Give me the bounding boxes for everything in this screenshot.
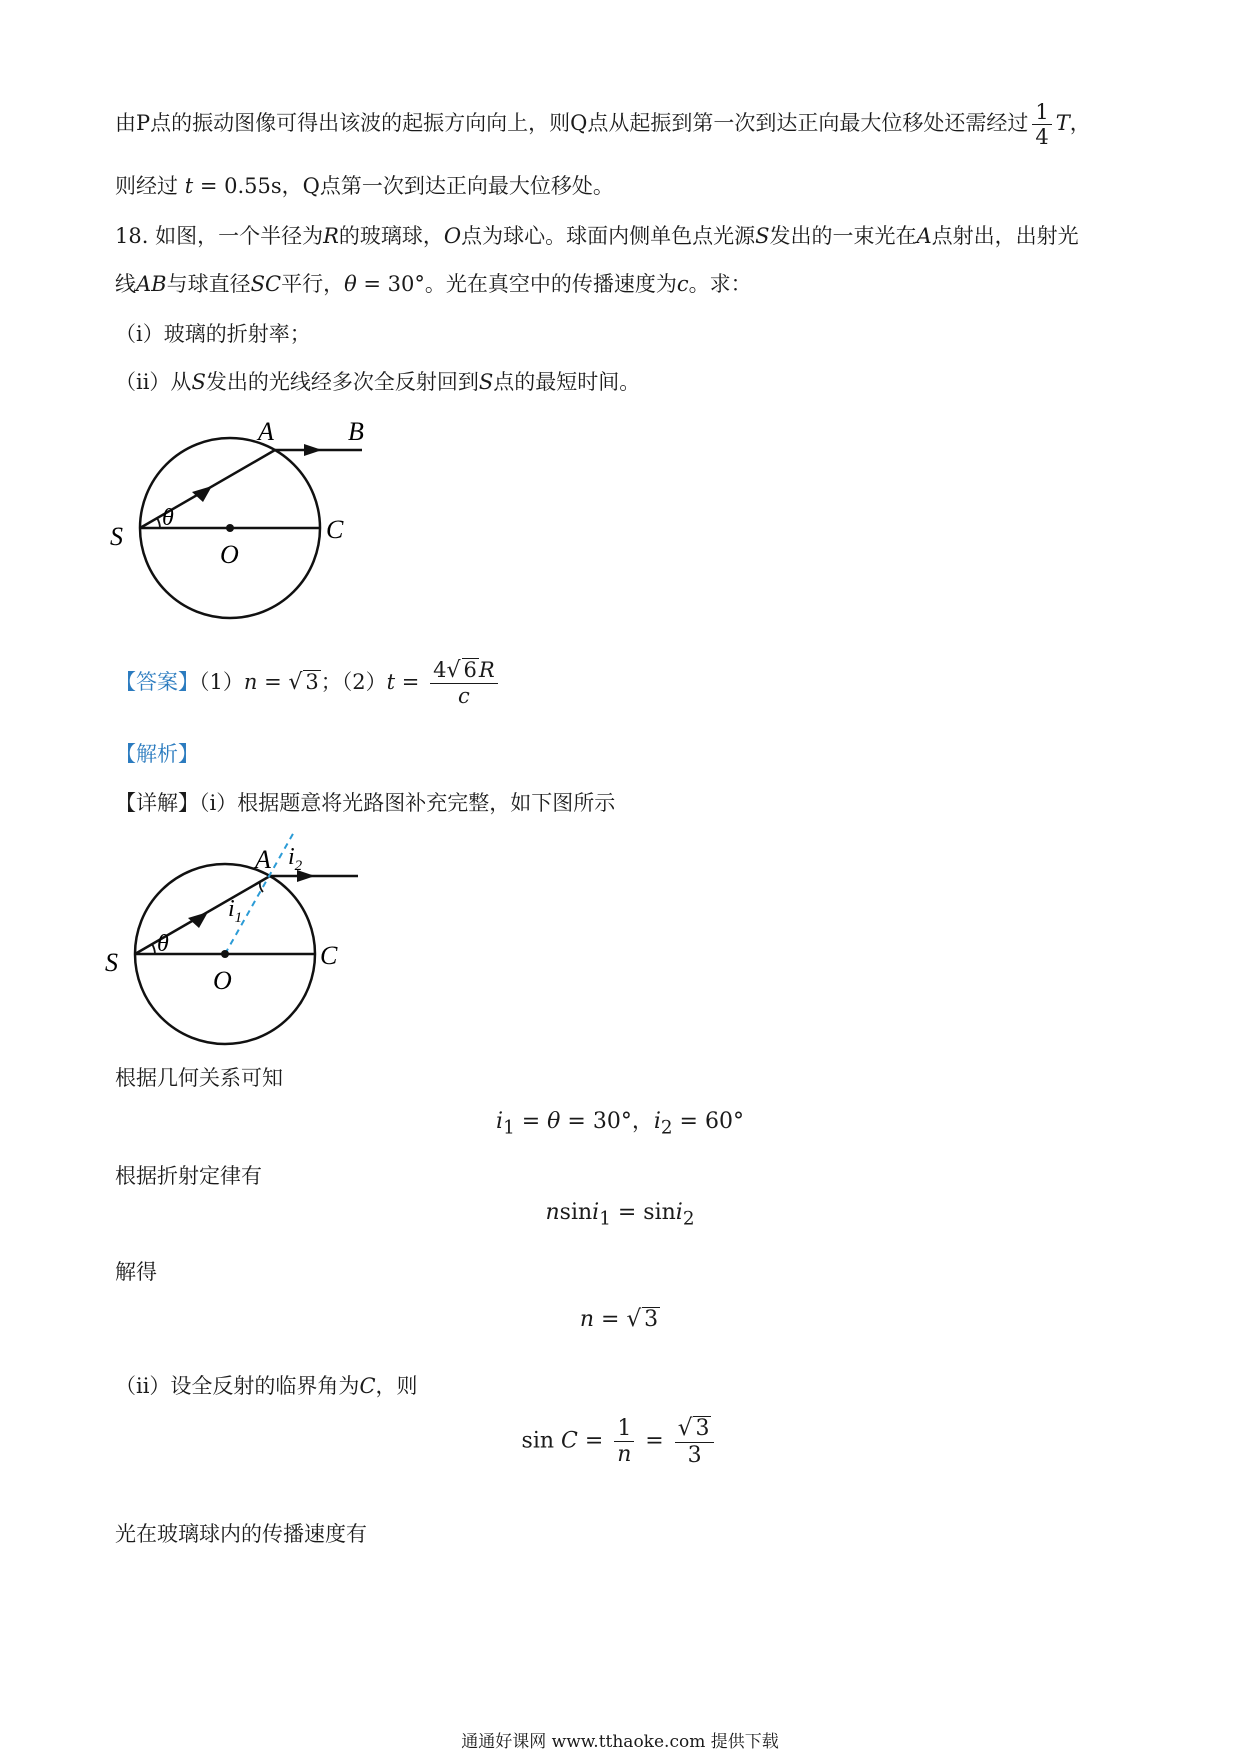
label-a-2: A [255, 845, 271, 874]
analysis-label: 【解析】 [115, 742, 199, 766]
equation-n-result: n = √ 3 [579, 1306, 659, 1332]
equation-sin-c: sin C = $\frac{1}{n}$ = $\frac{√ 3}{3}$ [0, 1415, 1240, 1468]
label-s-2: S [105, 948, 118, 977]
text-line-2: 则经过 t = 0.55s，Q点第一次到达正向最大位移处。 [115, 174, 614, 198]
label-c-2: C [320, 941, 338, 970]
footer-credit: 通通好课网 www.tthaoke.com 提供下载 [461, 1732, 779, 1752]
fraction-one-quarter: $\frac{1}{4}$ [1032, 100, 1051, 149]
question-sub-2: （ii）从S发出的光线经多次全反射回到S点的最短时间。 [115, 370, 641, 394]
figure-1-sphere-diagram [100, 405, 400, 635]
answer-fraction: $\frac{4√ 6R}{c}$ [430, 658, 498, 708]
arrow-head-sa-2 [188, 912, 208, 928]
center-point-2 [221, 950, 229, 958]
angle-arc-i1 [260, 882, 263, 892]
label-s: S [110, 522, 123, 551]
label-theta: θ [162, 505, 174, 531]
label-b: B [348, 417, 364, 446]
label-i2: $i_2$ [288, 844, 303, 874]
equation-snell: nsini$_1$ = sini$_2$ [545, 1200, 695, 1230]
detail-line: 【详解】（i）根据题意将光路图补充完整，如下图所示 [115, 791, 616, 815]
center-point [226, 524, 234, 532]
equation-angles: $i_1 = \theta = 30^\circ$，$i_2 = 60^\circ$ [496, 1109, 744, 1139]
answer-label: 【答案】 [115, 669, 199, 694]
text-line-1: 由P点的振动图像可得出该波的起振方向向上，则Q点从起振到第一次到达正向最大位移处还需经过 $\frac{1}{4}$ T， [115, 100, 1091, 150]
arrow-head-ab [304, 444, 322, 456]
answer-line: 【答案】（1）n = √ 3；（2）t = $\frac{4√ 6R}{c}$ [115, 658, 502, 708]
label-c: C [326, 515, 344, 544]
question-18-line-2: 线AB与球直径SC平行，θ = 30°。光在真空中的传播速度为c。求： [115, 272, 752, 296]
text-refraction-law: 根据折射定律有 [115, 1164, 262, 1188]
label-a: A [258, 417, 274, 446]
question-18-line-1: 18. 如图，一个半径为R的玻璃球，O点为球心。球面内侧单色点光源S发出的一束光在A点射出，出射光 [115, 224, 1079, 248]
text-critical-angle: （ii）设全反射的临界角为C，则 [115, 1374, 418, 1398]
label-o: O [220, 540, 239, 569]
label-o-2: O [213, 966, 232, 995]
figure-2-ray-diagram [100, 828, 380, 1058]
label-i1: $i_1$ [228, 896, 243, 926]
arrow-head-sa [192, 486, 212, 502]
label-theta-2: θ [157, 931, 169, 957]
angle-arc-theta [152, 944, 155, 954]
text-geometry: 根据几何关系可知 [115, 1066, 283, 1090]
text-light-speed: 光在玻璃球内的传播速度有 [115, 1522, 367, 1546]
question-sub-1: （i）玻璃的折射率； [115, 322, 311, 346]
angle-arc [157, 518, 160, 528]
text-solve: 解得 [115, 1260, 157, 1284]
